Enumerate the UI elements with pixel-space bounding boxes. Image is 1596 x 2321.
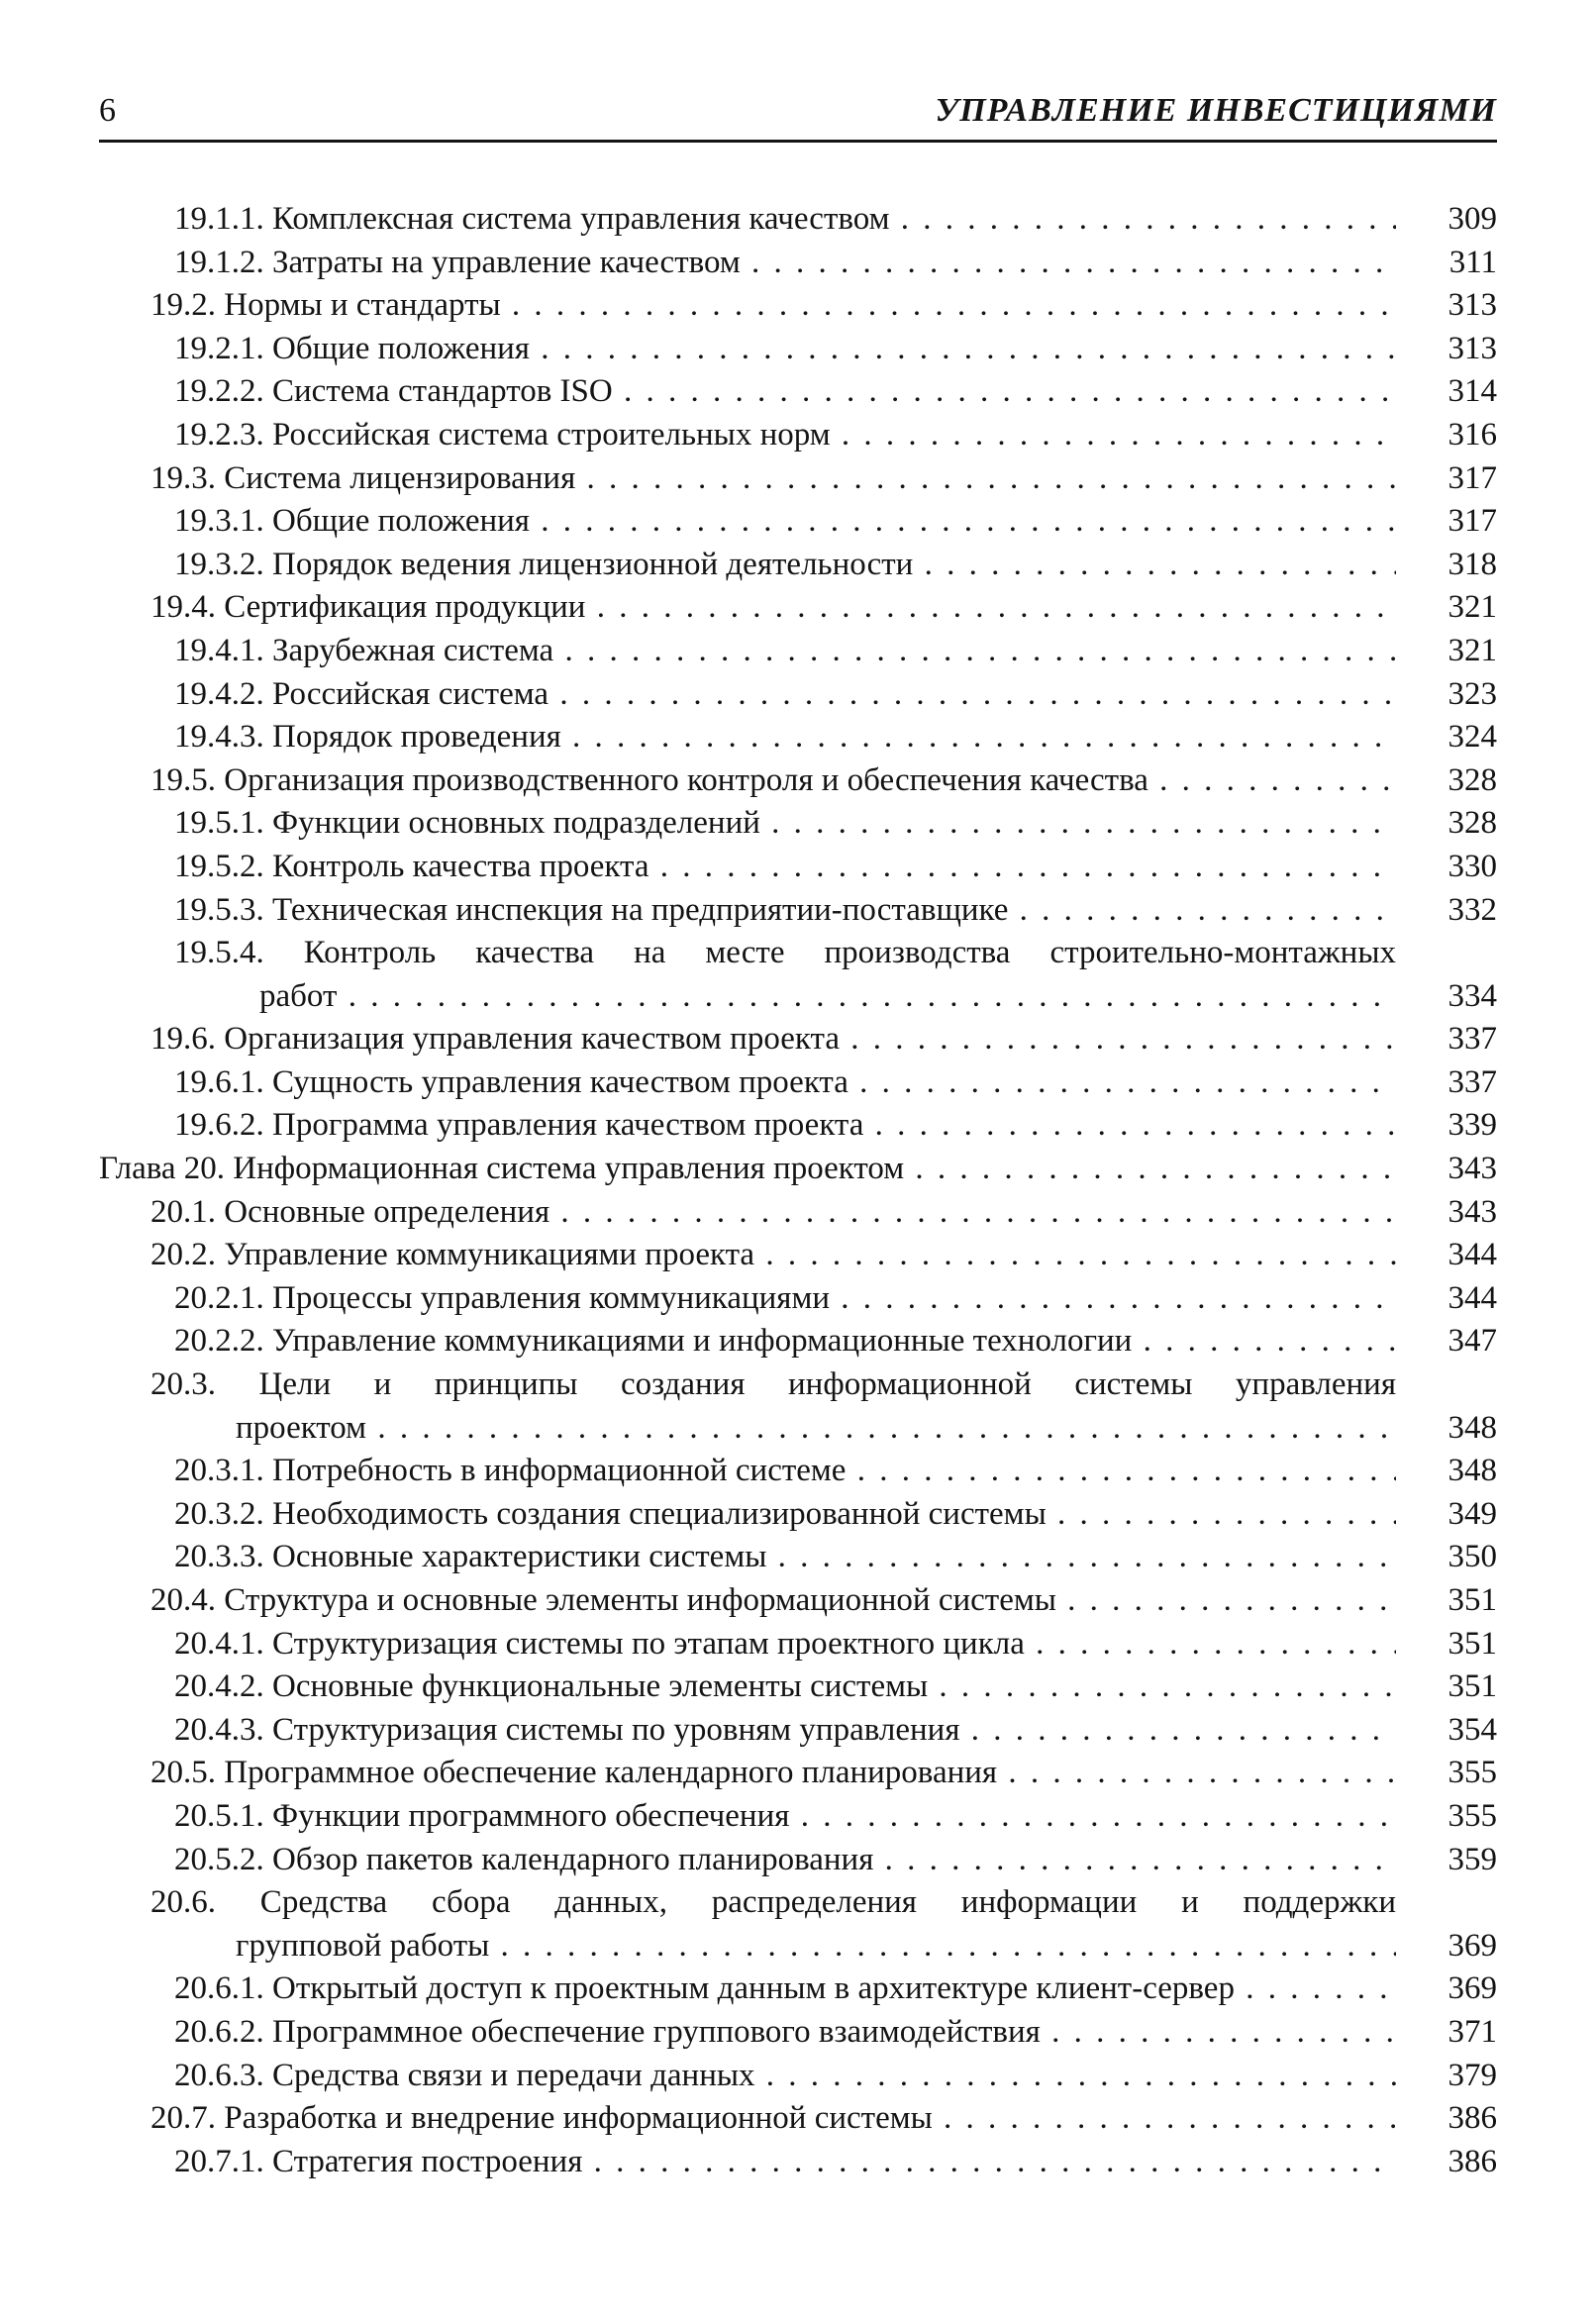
toc-entry-title [150, 457, 1396, 501]
toc-entry [99, 1191, 1497, 1235]
toc-entry-title-wrap [174, 630, 1396, 673]
toc-entry-title-wrap [174, 544, 1396, 587]
toc-entry-title-text: 19.3. Система лицензирования [150, 459, 576, 496]
toc-entry-page: 371 [1447, 2013, 1497, 2050]
toc-entry-title-text: 20.4.3. Структуризация системы по уровням управления [174, 1711, 960, 1748]
toc-entry-title-wrap [150, 2097, 1396, 2141]
toc-entry-title [174, 2141, 1396, 2184]
toc-entry [99, 1148, 1497, 1191]
toc-entry [99, 1450, 1497, 1493]
toc-entry-page: 347 [1447, 1323, 1497, 1360]
toc-entry-title-text: 20.4.2. Основные функциональные элементы системы [174, 1668, 929, 1705]
toc-entry [99, 586, 1497, 630]
toc-entry [99, 1881, 1497, 1968]
toc-entry [99, 457, 1497, 501]
toc-entry-title [174, 1450, 1396, 1493]
toc-entry [99, 932, 1497, 1018]
toc-entry-title-text: 20.4. Структура и основные элементы информационной системы [150, 1582, 1056, 1618]
toc-entry-page: 359 [1447, 1841, 1497, 1877]
toc-entry-title [174, 802, 1396, 846]
toc-entry-title-wrap [174, 1061, 1396, 1105]
toc-entry-title-wrap [150, 1363, 1396, 1450]
toc-entry-title-line: 19.5.4. Контроль качества на месте производства строительно-монтажных [174, 935, 1396, 971]
toc-entry-page: 348 [1447, 1409, 1497, 1446]
toc-entry-title-wrap [99, 1148, 1396, 1191]
toc-entry-title [174, 932, 1396, 1018]
page-number: 6 [99, 92, 116, 129]
toc-entry-title [150, 759, 1396, 803]
toc-entry [99, 716, 1497, 759]
toc-entry-title-wrap [150, 586, 1396, 630]
toc-entry-title-wrap [174, 2141, 1396, 2184]
toc-entry [99, 242, 1497, 285]
toc-entry-page: 348 [1447, 1453, 1497, 1489]
table-of-contents [99, 198, 1497, 2183]
toc-entry-title [99, 1148, 1396, 1191]
toc-entry [99, 889, 1497, 933]
toc-entry-title [150, 586, 1396, 630]
toc-entry-page: 321 [1447, 632, 1497, 668]
toc-entry [99, 1493, 1497, 1537]
toc-entry [99, 1665, 1497, 1709]
toc-entry-page: 309 [1447, 201, 1497, 237]
toc-entry-title-text: 19.3.1. Общие положения [174, 503, 530, 540]
toc-entry-title-wrap [174, 673, 1396, 717]
toc-entry-title-line: 20.3. Цели и принципы создания информационной системы управления [150, 1366, 1396, 1403]
toc-entry-title-text: 20.6.2. Программное обеспечение группового взаимодействия [174, 2013, 1041, 2050]
toc-entry-title [174, 414, 1396, 457]
toc-entry-title-wrap [174, 198, 1396, 242]
toc-entry-title-wrap [174, 242, 1396, 285]
toc-entry [99, 1018, 1497, 1061]
toc-entry-page: 324 [1447, 719, 1497, 756]
header-rule [99, 140, 1497, 143]
toc-entry [99, 630, 1497, 673]
toc-entry-title [174, 889, 1396, 933]
toc-entry [99, 802, 1497, 846]
toc-entry-page: 316 [1447, 416, 1497, 453]
toc-entry-title-wrap [174, 2055, 1396, 2098]
toc-entry [99, 2097, 1497, 2141]
toc-entry-title-text: 19.6. Организация управления качеством проекта [150, 1021, 840, 1058]
toc-entry-title-wrap [174, 1450, 1396, 1493]
toc-entry-title-wrap [150, 1018, 1396, 1061]
toc-entry-title-text: 19.4.1. Зарубежная система [174, 632, 554, 668]
toc-entry-title [174, 716, 1396, 759]
toc-entry-title [174, 1536, 1396, 1579]
toc-entry-title-text: 20.3.2. Необходимость создания специализированной системы [174, 1495, 1047, 1532]
toc-entry-title [174, 2055, 1396, 2098]
toc-entry [99, 846, 1497, 889]
toc-entry-title [174, 1665, 1396, 1709]
toc-entry-title-wrap [174, 2011, 1396, 2055]
toc-entry [99, 414, 1497, 457]
toc-entry [99, 1234, 1497, 1277]
toc-entry [99, 500, 1497, 544]
toc-entry-title-text: 19.5. Организация производственного контроля и обеспечения качества [150, 761, 1148, 798]
toc-entry-title-text: 20.1. Основные определения [150, 1193, 550, 1230]
toc-entry-title-wrap [174, 716, 1396, 759]
toc-entry [99, 1752, 1497, 1795]
toc-entry-page: 328 [1447, 805, 1497, 842]
toc-entry-title-wrap [174, 414, 1396, 457]
toc-entry-page: 344 [1447, 1279, 1497, 1316]
toc-entry-page: 351 [1447, 1582, 1497, 1618]
toc-entry-title-text: 19.3.2. Порядок ведения лицензионной деятельности [174, 546, 914, 582]
toc-entry-page: 323 [1447, 675, 1497, 712]
toc-entry-title [174, 1061, 1396, 1105]
toc-entry-title-text: 19.4.2. Российская система [174, 675, 549, 712]
toc-entry-title [150, 2097, 1396, 2141]
toc-entry-title-text: 19.1.1. Комплексная система управления качеством [174, 201, 890, 237]
toc-entry [99, 1536, 1497, 1579]
running-title: УПРАВЛЕНИЕ ИНВЕСТИЦИЯМИ [935, 92, 1497, 129]
toc-entry-page: 330 [1447, 848, 1497, 884]
toc-entry-title [150, 1881, 1396, 1968]
toc-entry [99, 1061, 1497, 1105]
toc-entry [99, 2141, 1497, 2184]
toc-entry-title-text: 19.1.2. Затраты на управление качеством [174, 244, 741, 280]
toc-entry-title-wrap [150, 1191, 1396, 1235]
toc-entry [99, 1320, 1497, 1363]
toc-entry-page: 386 [1447, 2100, 1497, 2137]
toc-entry-page: 369 [1447, 1927, 1497, 1964]
toc-entry-title-wrap [174, 1536, 1396, 1579]
toc-entry-title-text: 20.5.2. Обзор пакетов календарного планирования [174, 1841, 874, 1877]
toc-entry-title [174, 242, 1396, 285]
toc-entry-title-text: 20.4.1. Структуризация системы по этапам проектного цикла [174, 1625, 1025, 1662]
toc-entry-title [174, 846, 1396, 889]
toc-entry-title-wrap [174, 1839, 1396, 1882]
toc-entry-title-wrap [174, 1968, 1396, 2011]
toc-entry-title-wrap [174, 1795, 1396, 1839]
toc-entry-page: 321 [1447, 589, 1497, 626]
toc-entry-title [150, 1191, 1396, 1235]
page-header [99, 87, 1497, 135]
toc-entry-title-wrap [174, 1277, 1396, 1321]
toc-entry-title-text: 20.2.1. Процессы управления коммуникациями [174, 1279, 831, 1316]
toc-entry-title [174, 673, 1396, 717]
toc-entry-page: 343 [1447, 1151, 1497, 1187]
toc-entry-page: 332 [1447, 891, 1497, 928]
toc-entry-title-wrap [174, 1709, 1396, 1753]
toc-entry-title [174, 1839, 1396, 1882]
toc-entry-title-wrap [174, 1623, 1396, 1666]
toc-entry-page: 328 [1447, 761, 1497, 798]
toc-entry-title-wrap [174, 932, 1396, 1018]
toc-entry-page: 355 [1447, 1797, 1497, 1834]
toc-entry-page: 379 [1447, 2057, 1497, 2093]
toc-entry [99, 1363, 1497, 1450]
toc-entry-title-text: 20.7. Разработка и внедрение информационной системы [150, 2100, 933, 2137]
toc-entry-title [174, 1104, 1396, 1148]
toc-entry-title [174, 1277, 1396, 1321]
toc-entry-title [174, 198, 1396, 242]
toc-entry-title-wrap [174, 1104, 1396, 1148]
toc-entry-title [174, 1968, 1396, 2011]
toc-entry [99, 2055, 1497, 2098]
toc-entry [99, 1623, 1497, 1666]
toc-entry [99, 1579, 1497, 1623]
toc-entry-title-text: 19.2.1. Общие положения [174, 330, 530, 366]
toc-entry-title-text: 20.2. Управление коммуникациями проекта [150, 1237, 755, 1273]
toc-entry [99, 1795, 1497, 1839]
toc-entry-page: 318 [1447, 546, 1497, 582]
toc-entry [99, 2011, 1497, 2055]
toc-entry [99, 544, 1497, 587]
toc-entry-title [174, 1493, 1396, 1537]
toc-entry-title-line: 20.6. Средства сбора данных, распределения информации и поддержки [150, 1884, 1396, 1921]
toc-entry-page: 344 [1447, 1237, 1497, 1273]
toc-entry [99, 1277, 1497, 1321]
toc-entry-title-text: 19.5.3. Техническая инспекция на предприятии-поставщике [174, 891, 1009, 928]
toc-entry-page: 314 [1447, 373, 1497, 410]
toc-entry [99, 284, 1497, 328]
toc-entry [99, 759, 1497, 803]
toc-entry-title-text: 20.3.1. Потребность в информационной системе [174, 1453, 847, 1489]
toc-entry-title-wrap [150, 1579, 1396, 1623]
toc-entry-title-wrap [150, 284, 1396, 328]
toc-entry-page: 313 [1447, 287, 1497, 324]
toc-entry-title [174, 370, 1396, 414]
toc-entry-title-text: 19.2.3. Российская система строительных норм [174, 416, 831, 453]
toc-entry [99, 198, 1497, 242]
toc-entry-title-text: 20.5. Программное обеспечение календарного планирования [150, 1755, 998, 1791]
toc-entry-page: 351 [1447, 1668, 1497, 1705]
toc-entry-title [150, 1579, 1396, 1623]
toc-entry-title [174, 1709, 1396, 1753]
toc-entry-page: 339 [1447, 1107, 1497, 1144]
toc-entry-title-text: Глава 20. Информационная система управления проектом [99, 1151, 905, 1187]
toc-entry-page: 313 [1447, 330, 1497, 366]
toc-entry-title [150, 1234, 1396, 1277]
toc-entry-title-wrap [174, 370, 1396, 414]
toc-entry-page: 343 [1447, 1193, 1497, 1230]
toc-entry-title-line: работ . . . [174, 975, 1396, 1019]
toc-entry [99, 1104, 1497, 1148]
toc-entry-title [174, 1623, 1396, 1666]
toc-entry-title [174, 1795, 1396, 1839]
toc-entry-title-wrap [174, 1665, 1396, 1709]
toc-entry-title-wrap [174, 1493, 1396, 1537]
toc-entry-page: 337 [1447, 1021, 1497, 1058]
toc-entry-title-line: групповой работы . . . [150, 1925, 1396, 1968]
toc-entry-title [174, 500, 1396, 544]
toc-entry-title-text: 19.2.2. Система стандартов ISO [174, 373, 613, 410]
toc-entry-title-text: 19.4.3. Порядок проведения [174, 719, 561, 756]
toc-entry-title-wrap [174, 500, 1396, 544]
toc-entry-page: 334 [1447, 977, 1497, 1014]
toc-entry-title-wrap [174, 846, 1396, 889]
toc-entry-page: 369 [1447, 1970, 1497, 2007]
toc-entry-title-text: 20.5.1. Функции программного обеспечения [174, 1797, 790, 1834]
toc-entry-title-text: 19.4. Сертификация продукции [150, 589, 586, 626]
toc-entry-page: 317 [1447, 503, 1497, 540]
toc-entry-title [150, 284, 1396, 328]
toc-entry [99, 328, 1497, 371]
toc-entry [99, 1968, 1497, 2011]
toc-entry-page: 349 [1447, 1495, 1497, 1532]
toc-entry-title-wrap [174, 802, 1396, 846]
toc-entry-title [174, 630, 1396, 673]
toc-entry [99, 1709, 1497, 1753]
toc-entry-page: 337 [1447, 1063, 1497, 1100]
toc-entry-title-wrap [150, 1752, 1396, 1795]
toc-entry-title-line: проектом . . . [150, 1407, 1396, 1451]
toc-entry-title [174, 544, 1396, 587]
toc-entry-title-text: 20.6.3. Средства связи и передачи данных [174, 2057, 755, 2093]
toc-entry-title [174, 1320, 1396, 1363]
toc-entry-title-text: 20.3.3. Основные характеристики системы [174, 1539, 767, 1575]
toc-entry-title-wrap [150, 759, 1396, 803]
toc-entry-title [174, 328, 1396, 371]
toc-entry-title [150, 1018, 1396, 1061]
toc-entry-title-wrap [150, 1234, 1396, 1277]
toc-entry-title-text: 19.2. Нормы и стандарты [150, 287, 501, 324]
toc-entry-page: 350 [1447, 1539, 1497, 1575]
toc-entry-page: 317 [1447, 459, 1497, 496]
toc-entry-title [150, 1752, 1396, 1795]
toc-entry-title-text: 20.2.2. Управление коммуникациями и информационные технологии [174, 1323, 1133, 1360]
toc-entry-page: 386 [1447, 2143, 1497, 2179]
toc-entry-title-wrap [174, 328, 1396, 371]
toc-entry-title [150, 1363, 1396, 1450]
toc-entry [99, 370, 1497, 414]
toc-entry [99, 1839, 1497, 1882]
toc-entry-page: 311 [1448, 244, 1497, 280]
toc-entry-title-text: 19.5.2. Контроль качества проекта [174, 848, 649, 884]
toc-entry-title-wrap [150, 457, 1396, 501]
toc-entry [99, 673, 1497, 717]
toc-entry-title-text: 20.6.1. Открытый доступ к проектным данным в архитектуре клиент-сервер [174, 1970, 1235, 2007]
toc-entry-title-wrap [150, 1881, 1396, 1968]
toc-entry-page: 351 [1447, 1625, 1497, 1662]
toc-entry-title-text: 19.6.1. Сущность управления качеством проекта [174, 1063, 848, 1100]
toc-entry-title-wrap [174, 1320, 1396, 1363]
toc-entry-page: 354 [1447, 1711, 1497, 1748]
toc-entry-title-text: 19.5.1. Функции основных подразделений [174, 805, 760, 842]
toc-entry-title [174, 2011, 1396, 2055]
toc-entry-title-wrap [174, 889, 1396, 933]
toc-entry-title-text: 20.7.1. Стратегия построения [174, 2143, 583, 2179]
toc-entry-title-text: 19.6.2. Программа управления качеством проекта [174, 1107, 864, 1144]
toc-entry-page: 355 [1447, 1755, 1497, 1791]
